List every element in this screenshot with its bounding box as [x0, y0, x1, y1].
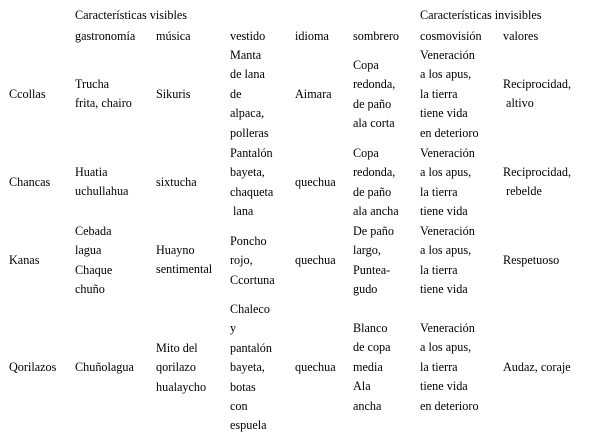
column-header-idioma: idioma: [295, 29, 329, 43]
cell-valores: Audaz, coraje: [503, 360, 571, 374]
column-header-valores: valores: [503, 29, 539, 43]
cell-gastronomia: Cebada lagua Chaque chuño: [75, 224, 113, 297]
cell-gastronomia: Huatia uchullahua: [75, 165, 129, 199]
cell-musica: sixtucha: [156, 175, 197, 189]
cell-vestido: Chaleco y pantalón bayeta, botas con espuela: [230, 302, 272, 433]
cell-pueblo: Ccollas: [9, 87, 46, 101]
cell-musica: Huayno sentimental: [156, 243, 213, 277]
column-header-musica: música: [156, 29, 191, 43]
column-header-gastronomia: gastronomía: [75, 29, 136, 43]
column-header-sombrero: sombrero: [353, 29, 400, 43]
cell-sombrero: De paño largo, Puntea- gudo: [353, 224, 394, 297]
cell-idioma: quechua: [295, 175, 336, 189]
cell-idioma: quechua: [295, 360, 336, 374]
cell-valores: Reciprocidad, altivo: [503, 77, 572, 111]
cell-cosmovision: Veneración a los apus, la tierra tiene vida en deterioro: [420, 48, 479, 140]
group-header-visible: Características visibles: [75, 8, 188, 22]
cell-valores: Reciprocidad, rebelde: [503, 165, 572, 199]
cell-pueblo: Qorilazos: [9, 360, 57, 374]
cell-cosmovision: Veneración a los apus, la tierra tiene vida: [420, 224, 475, 297]
cell-valores: Respetuoso: [503, 253, 560, 267]
cell-musica: Sikuris: [156, 87, 191, 101]
cell-idioma: Aimara: [295, 87, 332, 101]
cell-gastronomia: Chuñolagua: [75, 360, 134, 374]
cell-sombrero: Copa redonda, de paño ala ancha: [353, 146, 399, 219]
cell-sombrero: Copa redonda, de paño ala corta: [353, 58, 396, 131]
group-header-invisible: Características invisibles: [420, 8, 542, 22]
cell-gastronomia: Trucha frita, chairo: [75, 77, 132, 111]
cell-cosmovision: Veneración a los apus, la tierra tiene vida: [420, 146, 475, 219]
cell-vestido: Pantalón bayeta, chaqueta lana: [230, 146, 274, 219]
cell-sombrero: Blanco de copa media Ala ancha: [353, 321, 391, 413]
cell-cosmovision: Veneración a los apus, la tierra tiene vida en deterioro: [420, 321, 479, 413]
cell-pueblo: Kanas: [9, 253, 40, 267]
column-header-cosmovision: cosmovisión: [420, 29, 482, 43]
cell-pueblo: Chancas: [9, 175, 51, 189]
cell-vestido: Poncho rojo, Ccortuna: [230, 234, 275, 287]
cell-vestido: Manta de lana de alpaca, polleras: [230, 48, 269, 140]
cell-idioma: quechua: [295, 253, 336, 267]
cell-musica: Mito del qorilazo hualaycho: [156, 341, 207, 394]
column-header-vestido: vestido: [230, 29, 266, 43]
